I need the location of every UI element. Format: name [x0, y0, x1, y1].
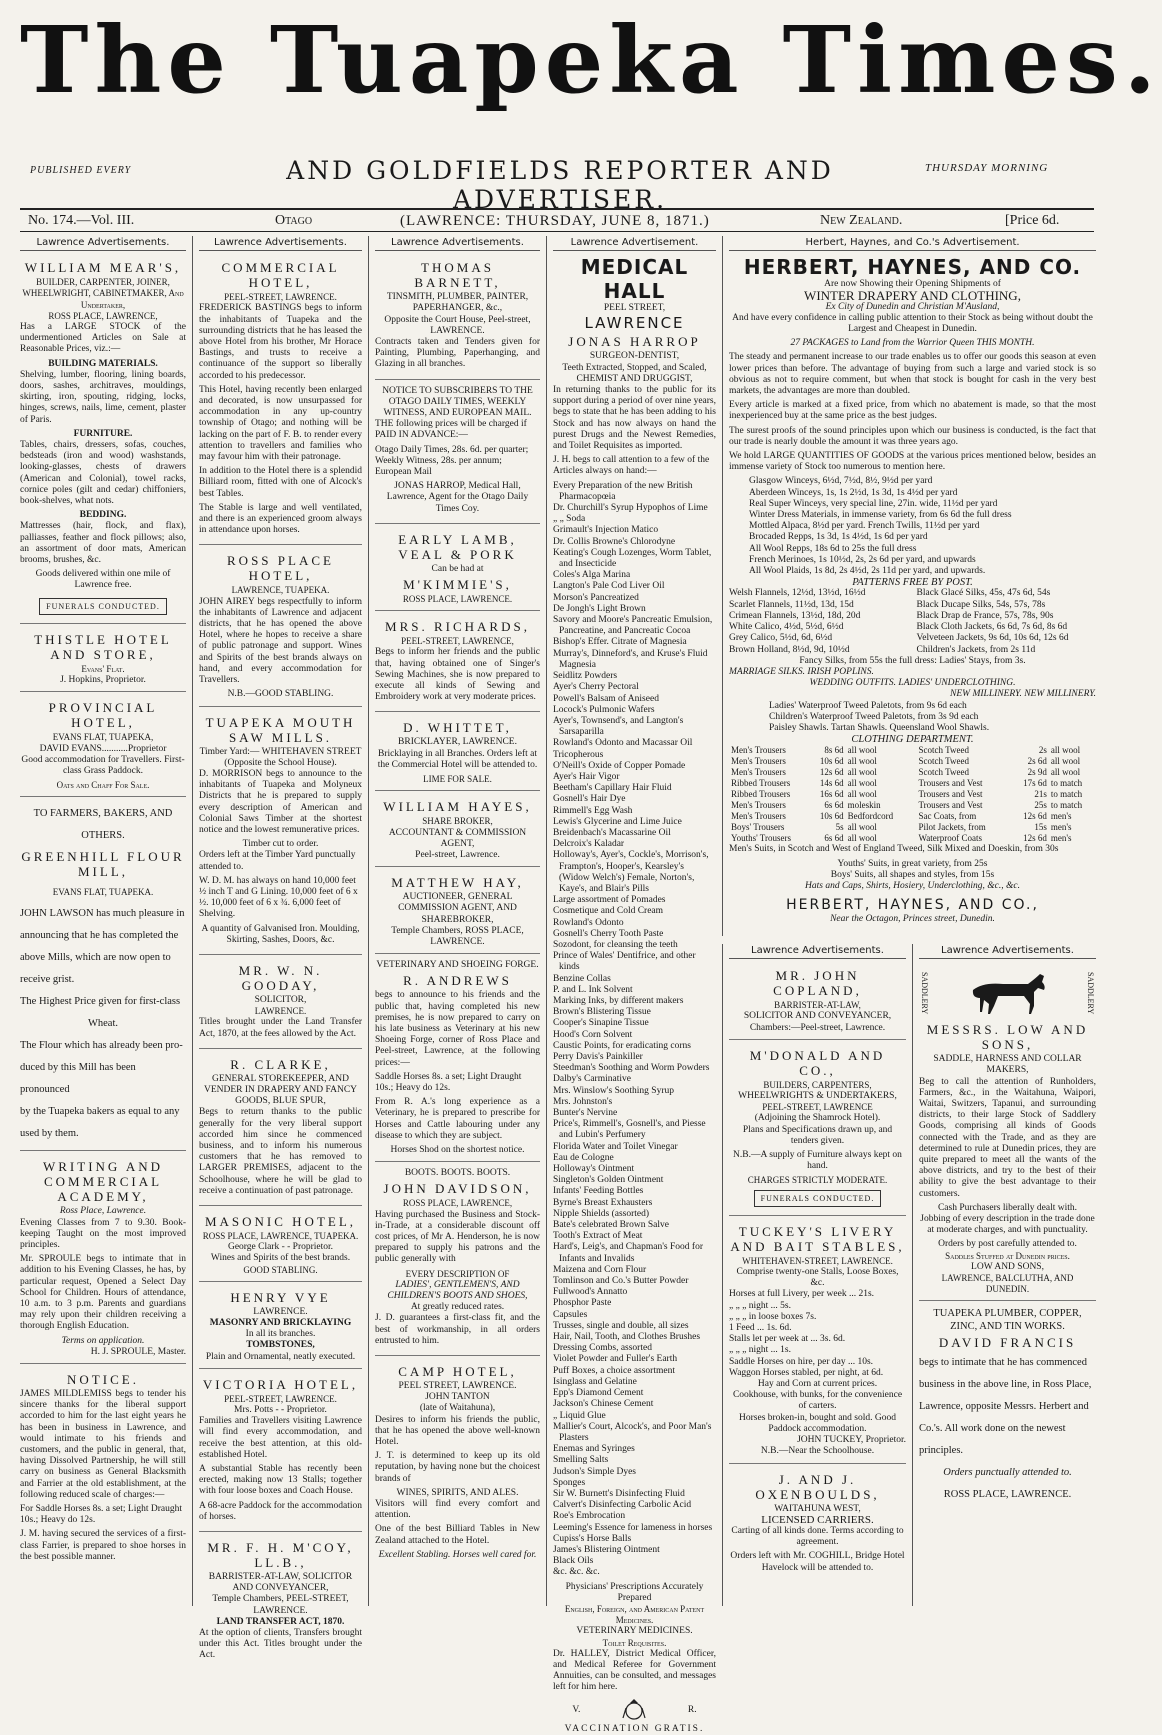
list-item: Calvert's Disinfecting Carbolic Acid: [553, 1500, 692, 1511]
table-cell: Men's Trousers: [731, 811, 786, 822]
table-cell: 6s 6d: [824, 833, 844, 844]
table-cell: 5s: [835, 822, 844, 833]
dateline-nz: New Zealand.: [820, 213, 903, 228]
list-item: Winter Dress Materials, in immense variety, from 6s 6d the full dress: [749, 510, 1012, 521]
ad-commercial-hotel: COMMERCIAL HOTEL, PEEL-STREET, LAWRENCE. FREDERICK BASTINGS begs to inform the inhabitants of Tuapeka and the surrounding districts that he has leased the above Hotel from his brother, Mr Horace Bastings, and trusts to receive a continuance of the support so liberally accorded to his predecessor. This Hotel, having recently been enlarged and decorated, is now unsurpassed for accommodation in any up-country township of Otago; and nothing will be lacking on the part of F. B. to render every attention to travellers and families who may favour him with their patronage. In addition to the Hotel there is a splendid Billiard room, fitted with one of Alcock's best Tables. The Stable is large and well ventilated, and there is an experienced groom always in attendance upon horses.: [199, 255, 362, 545]
list-item: Leeming's Essence for lameness in horses: [553, 1522, 713, 1533]
list-item: Roe's Embrocation: [553, 1511, 626, 1522]
list-item: Smelling Salts: [553, 1455, 609, 1466]
table-cell: to match: [1050, 789, 1083, 800]
table-row: [729, 778, 909, 789]
funerals-box: FUNERALS CONDUCTED.: [39, 598, 167, 615]
table-row: [917, 833, 1097, 844]
list-item: Hair, Nail, Tooth, and Clothes Brushes: [553, 1332, 701, 1343]
list-item: Cooper's Sinapine Tissue: [553, 1018, 649, 1029]
ad-low-and-sons: SADDLERY SADDLERY MESSRS. LOW AND SONS, SADDLE, HARNESS AND COLLAR MAKERS, Beg to call the attention of Runholders, Farmers, &c., in the Waitahuna, Waipori, Waitai, Switzers, Tapanui, and surrounding districts, to their large Stock of Saddlery Goods, comprising all kinds of Goods connected with the Trade, and as they are determined to rule at Dunedin prices, they are quite prepared to meet all the wants of the above districts, and try to the best of their ability to give the best advantage to their customers. Cash Purchasers liberally dealt with. Jobbing of every description in the trade done at moderate charges, and with punctuality. Orders by post carefully attended to. Saddles Stuffed at Dunedin prices. LOW AND SONS, LAWRENCE, BALCLUTHA, AND DUNEDIN.: [919, 963, 1096, 1301]
ad-title: THOMAS BARNETT,: [414, 260, 501, 291]
table-cell: men's: [1050, 811, 1072, 822]
list-item: Violet Powder and Fuller's Earth: [553, 1354, 678, 1365]
ad-richards: MRS. RICHARDS, PEEL-STREET, LAWRENCE, Begs to inform her friends and the public that, having obtained one of Singer's Sewing Machines, she is now prepared to execute all kinds of Sewing and Embroidery work at very moderate prices.: [375, 614, 540, 712]
table-cell: Scotch Tweed: [918, 745, 969, 756]
list-item: Real Super Winceys, very special line, 27in. wide, 11½d per yard: [749, 498, 998, 509]
list-item: „ Liquid Glue: [553, 1410, 606, 1421]
table-cell: Men's Trousers: [731, 745, 786, 756]
table-row: [729, 789, 909, 800]
table-row: [917, 756, 1097, 767]
column-heading: Lawrence Advertisements.: [375, 236, 540, 251]
table-cell: 17s 6d: [1023, 778, 1047, 789]
list-item: Sir W. Burnett's Disinfecting Fluid: [553, 1488, 685, 1499]
list-item: Mallier's Court, Alcock's, and Poor Man's Plasters: [553, 1421, 712, 1443]
ad-title: MESSRS. LOW AND SONS,: [926, 1022, 1089, 1053]
list-item: Black Drap de France, 57s, 78s, 90s: [916, 610, 1054, 621]
list-item: Rimmell's Egg Wash: [553, 805, 633, 816]
saddlery-banner: SADDLERY SADDLERY: [919, 966, 1096, 1020]
list-item: „ „ Soda: [553, 514, 586, 525]
table-row: [917, 811, 1097, 822]
ad-thistle: THISTLE HOTEL AND STORE, Evans' Flat. J. Hopkins, Proprietor.: [20, 627, 186, 692]
subtitle-row: [0, 150, 1114, 214]
ad-title: MR. F. H. M'COY, LL.B.,: [207, 1540, 354, 1571]
list-item: Grimault's Injection Matico: [553, 525, 659, 536]
list-item: Lewis's Glycerine and Lime Juice: [553, 816, 682, 827]
list-item: Every Preparation of the new British Pharmacopœia: [553, 480, 693, 502]
list-item: Horses at full Livery, per week ... 21s.: [729, 1289, 875, 1300]
table-row: [917, 822, 1097, 833]
goods-list: [729, 476, 1096, 577]
list-item: „ „ „ night ... 1s.: [729, 1345, 792, 1356]
ad-provincial: PROVINCIAL HOTEL, EVANS FLAT, TUAPEKA, DAVID EVANS...........Proprietor Good accommodation for Travellers. First-class Grass Paddock. Oats and Chaff For Sale.: [20, 695, 186, 797]
ad-title: PROVINCIAL HOTEL,: [48, 700, 158, 731]
ad-davidson: BOOTS. BOOTS. BOOTS. JOHN DAVIDSON, ROSS PLACE, LAWRENCE, Having purchased the Business and Stock-in-Trade, at a considerable discount off cost prices, of Mr A. Henderson, he is now prepared to supply his patrons and the public generally with EVERY DESCRIPTION OF LADIES', GENTLEMEN'S, AND CHILDREN'S BOOTS AND SHOES, At greatly reduced rates. J. D. guarantees a first-class fit, and the best of workmanship, in all orders entrusted to him.: [375, 1165, 540, 1356]
table-cell: all wool: [847, 767, 877, 778]
list-item: Prince of Wales' Dentifrice, and other kinds: [553, 951, 696, 973]
table-row: [729, 745, 909, 756]
harrop-name: JONAS HARROP: [568, 334, 701, 350]
table-cell: Men's Trousers: [731, 767, 786, 778]
list-item: P. and L. Ink Solvent: [553, 984, 633, 995]
list-item: Dressing Combs, assorted: [553, 1343, 652, 1354]
list-item: Ayer's Cherry Pectoral: [553, 682, 639, 693]
column-4: Lawrence Advertisement. MEDICAL HALL PEEL STREET, LAWRENCE JONAS HARROP SURGEON-DENTIST, Teeth Extracted, Stopped, and Scaled, CHEMIST AND DRUGGIST, In returning thanks to the public for its support during a period of over nine years, begs to state that he has been adding to his Stock and has now always on hand the purest Drugs and the Newest Remedies, and Toilet Requisites as imported. J. H. begs to call attention to a few of the Articles always on hand:— Every Preparation of the new British Pharmacopœia Dr. Churchill's Syrup Hypophos of Lime „ „ Soda Grimault's Injection Matico Dr. Collis Browne's Chlorodyne Keating's Cough Lozenges, Worm Tablet, and Insecticide Coles's Alga Marina Langton's Pale Cod Liver Oil Morson's Pancreatized De Jongh's Light Brown Savory and Moore's Pancreatic Emulsion, Pancreatine, and Pancreatic Cocoa Bishop's Effer. Citrate of Magnesia Murray's, Dinneford's, and Kruse's Fluid Magnesia Seidlitz Powders Ayer's Cherry Pectoral Powell's Balsam of Aniseed Locock's Pulmonic Wafers Ayer's, Townsend's, and Langton's Sarsaparilla Rowland's Odonto and Macassar Oil Tricopherous O'Neill's Oxide of Copper Pomade Ayer's Hair Vigor Beetham's Capillary Hair Fluid Gosnell's Hair Dye Rimmell's Egg Wash Lewis's Glycerine and Lime Juice Breidenbach's Macassarine Oil Delcroix's Kaladar Holloway's, Ayer's, Cockle's, Morrison's, Frampton's, Hooper's, Kearsley's (Widow Welch's) Female, Norton's, Kaye's, and Blair's Pills Large assortment of Pomades Cosmetique and Cold Cream Rowland's Odonto Gosnell's Cherry Tooth Paste Sozodont, for cleansing the teeth Prince of Wales' Dentifrice, and other kinds Benzine Collas P. and L. Ink Solvent Marking Inks, by different makers Brown's Blistering Tissue Cooper's Sinapine Tissue Hood's Corn Solvent Caustic Points, for eradicating corns Perry Davis's Painkiller Steedman's Soothing and Worm Powders Dalby's Carminative Mrs. Winslow's Soothing Syrup Mrs. Johnston's Bunter's Nervine Price's, Rimmell's, Gosnell's, and Piesse and Lubin's Perfumery Florida Water and Toilet Vinegar Eau de Cologne Holloway's Ointment Singleton's Golden Ointment Infants' Feeding Bottles Byrne's Breast Exhausters Nipple Shields (assorted) Bate's celebrated Brown Salve Tooth's Extract of Meat Hard's, Leig's, and Chapman's Food for Infants and Invalids Maizena and Corn Flour Tomlinson and Co.'s Butter Powder Fullwood's Annatto Phosphor Paste Capsules Trusses, single and double, all sizes Hair, Nail, Tooth, and Clothes Brushes Dressing Combs, assorted Violet Powder and Fuller's Earth Puff Boxes, a choice assortment Isinglass and Gelatine Epp's Diamond Cement Jackson's Chinese Cement „ Liquid Glue Mallier's Court, Alcock's, and Poor Man's Plasters Enemas and Syringes Smelling Salts Judson's Simple Dyes Sponges Sir W. Burnett's Disinfecting Fluid Calvert's Disinfecting Carbolic Acid Roe's Embrocation Leeming's Essence for lameness in horses Cupiss's Horse Balls James's Blistering Ointment Black Oils &c. &c. &c. Physicians' Prescriptions Accurately Prepared English, Foreign, and American Patent Medicines. VETERINARY MEDICINES. Toilet Requisites. Dr. HALLEY, District Medical Officer, and Medical Referee for Government Annuities, can be consulted, and messages left for him here. V. R. VACCINATION GRATIS.: [546, 236, 722, 1606]
table-cell: Youths' Trousers: [731, 833, 791, 844]
ad-title: MASONIC HOTEL,: [204, 1214, 357, 1229]
table-cell: 15s: [1034, 822, 1047, 833]
fabrics-pair: [729, 588, 1096, 655]
list-item: Ayer's Hair Vigor: [553, 771, 620, 782]
list-item: Ayer's, Townsend's, and Langton's Sarsaparilla: [553, 715, 684, 738]
ad-title: DAVID FRANCIS: [938, 1335, 1077, 1351]
list-item: Dr. Churchill's Syrup Hypophos of Lime: [553, 503, 708, 514]
column-heading: Lawrence Advertisements.: [20, 236, 186, 251]
table-cell: Trousers and Vest: [918, 800, 983, 811]
table-cell: 6s 6d: [824, 800, 844, 811]
fabrics-left: [729, 588, 909, 655]
list-item: Marking Inks, by different makers: [553, 995, 684, 1006]
table-cell: Scotch Tweed: [918, 767, 969, 778]
list-item: Mottled Alpaca, 8½d per yard. French Twills, 11½d per yard: [749, 521, 980, 532]
column-7: [912, 944, 1102, 1606]
list-item: Morson's Pancreatized: [553, 592, 639, 603]
list-item: O'Neill's Oxide of Copper Pomade: [553, 760, 686, 771]
ad-vye: HENRY VYE LAWRENCE. MASONRY AND BRICKLAYING In all its branches. TOMBSTONES, Plain and Ornamental, neatly executed.: [199, 1285, 362, 1369]
list-item: „ „ „ night ... 5s.: [729, 1300, 792, 1311]
list-item: Black Ducape Silks, 54s, 57s, 78s: [916, 599, 1046, 610]
table-cell: 25s: [1034, 800, 1047, 811]
table-cell: moleskin: [847, 800, 881, 811]
list-item: Murray's, Dinneford's, and Kruse's Fluid Magnesia: [553, 648, 708, 670]
list-item: Black Glacé Silks, 45s, 47s 6d, 54s: [916, 588, 1051, 599]
list-item: Mrs. Winslow's Soothing Syrup: [553, 1085, 674, 1096]
list-item: Brown's Blistering Tissue: [553, 1007, 651, 1018]
ad-mdonald: M'DONALD AND CO., BUILDERS, CARPENTERS, WHEELWRIGHTS & UNDERTAKERS, PEEL-STREET, LAWRENCE (Adjoining the Shamrock Hotel). Plans and Specifications drawn up, and tenders given. N.B.—A supply of Furniture always kept on hand. CHARGES STRICTLY MODERATE. FUNERALS CONDUCTED.: [729, 1043, 906, 1216]
ad-masonic-hotel: MASONIC HOTEL, ROSS PLACE, LAWRENCE, TUAPEKA. George Clark - - Proprietor. Wines and Spirits of the best brands. GOOD STABLING.: [199, 1209, 362, 1282]
ad-title: THISTLE HOTEL AND STORE,: [34, 631, 172, 662]
list-item: Jackson's Chinese Cement: [553, 1399, 654, 1410]
ad-hayes: WILLIAM HAYES, SHARE BROKER, ACCOUNTANT & COMMISSION AGENT, Peel-street, Lawrence.: [375, 794, 540, 867]
ad-title: WRITING AND COMMERCIAL ACADEMY,: [42, 1159, 163, 1205]
column-5: Herbert, Haynes, and Co.'s Advertisement. HERBERT, HAYNES, AND CO. Are now Showing their Opening Shipments of WINTER DRAPERY AND CLOTHING, Ex City of Dunedin and Christian M'Ausland, And have every confidence in calling public attention to their Stock as being without doubt the Largest and Cheapest in Dunedin. 27 PACKAGES to Land from the Warrior Queen THIS MONTH. The steady and permanent increase to our trade enables us to offer our goods this season at even lower prices than before. The advantage of buying from such a large and varied stock is so obvious as not to require comment, but when that stock is bought for cash in the very best markets, the advantages are more than doubled. Every article is marked at a fixed price, from which no abatement is made, so that the most inexperienced buy at the same price as the best judges. The surest proofs of the sound principles upon which our business is conducted, is the fact that our trade is nearly double the amount it was three years ago. We hold LARGE QUANTITIES OF GOODS at the various prices mentioned below, besides an immense variety of Stock too numerous to mention here. Glasgow Winceys, 6½d, 7½d, 8½, 9½d per yard Aberdeen Winceys, 1s, 1s 2½d, 1s 3d, 1s 4½d per yard Real Super Winceys, very special line, 27in. wide, 11½d per yard Winter Dress Materials, in immense variety, from 6s 6d the full dress Mottled Alpaca, 8½d per yard. French Twills, 11½d per yard Brocaded Repps, 1s 3d, 1s 4½d, 1s 6d per yard All Wool Repps, 18s 6d to 25s the full dress French Merinoes, 1s 10½d, 2s, 2s 6d per yard, and upwards All Wool Plaids, 1s 8d, 2s 4½d, 2s 11d per yard, and upwards. PATTERNS FREE BY POST. Welsh Flannels, 12½d, 13½d, 16½d Scarlet Flannels, 11½d, 13d, 15d Crimean Flannels, 13½d, 18d, 20d White Calico, 4½d, 5½d, 6½d Grey Calico, 5½d, 6d, 6½d Brown Holland, 8½d, 9d, 10½d Black Glacé Silks, 45s, 47s 6d, 54s Black Ducape Silks, 54s, 57s, 78s Black Drap de France, 57s, 78s, 90s Black Cloth Jackets, 6s 6d, 7s 6d, 8s 6d Velveteen Jackets, 9s 6d, 10s 6d, 12s 6d Children's Jackets, from 2s 11d Fancy Silks, from 55s the full dress: Ladies' Stays, from 3s. MARRIAGE SILKS. IRISH POPLINS. WEDDING OUTFITS. LADIES' UNDERCLOTHING. NEW MILLINERY. NEW MILLINERY. Ladies' Waterproof Tweed Paletots, from 9s 6d each Children's Waterproof Tweed Paletots, from 3s 9d each Paisley Shawls. Tartan Shawls. Queensland Wool Shawls. CLOTHING DEPARTMENT. Men's Trousers 8s 6d all wool Men's Trousers 10s 6d all wool Men's Trousers 12s 6d all wool Ribbed Trousers 14s 6d all wool Ribbed Trousers 16s 6d all wool Men's Trousers 6s 6d moleskin Men's Trousers 10s 6d Bedfordcord Boys' Trousers 5s all wool Youths' Trousers 6s 6d all wool Scotch Tweed 2s all wool Scotch Tweed 2s 6d all wool Scotch Tweed 2s 9d all wool Trousers and Vest 17s 6d to match Trousers and Vest 21s to match Trousers and Vest 25s to match Sac Coats, from 12s 6d men's Pilot Jackets, from 15s men's Waterproof Coats 12s 6d men's Men's Suits, in Scotch and West of England Tweed, Silk Mixed and Doeskin, from 30s Youths' Suits, in great variety, from 25s Boys' Suits, all shapes and styles, from 15s Hats and Caps, Shirts, Hosiery, Underclothing, &c., &c. HERBERT, HAYNES, AND CO., Near the Octagon, Princes street, Dunedin.: [722, 236, 1102, 936]
list-item: Coles's Alga Marina: [553, 570, 631, 581]
list-item: Children's Jackets, from 2s 11d: [916, 644, 1036, 655]
ad-victoria-hotel: VICTORIA HOTEL, PEEL-STREET, LAWRENCE. Mrs. Potts - - Proprietor. Families and Travellers visiting Lawrence will find every accommodation, and receive the best attention, at this old-established Hotel. A substantial Stable has recently been erected, making now 13 Stalls; together with four loose boxes and Coach House. A 68-acre Paddock for the accommodation of horses.: [199, 1372, 362, 1532]
list-item: Ladies' Waterproof Tweed Paletots, from 9s 6d each: [769, 700, 967, 711]
table-cell: Scotch Tweed: [918, 756, 969, 767]
ad-title: CAMP HOTEL,: [398, 1364, 517, 1380]
list-item: Puff Boxes, a choice assortment: [553, 1365, 675, 1376]
list-item: Large assortment of Pomades: [553, 895, 666, 906]
ad-title: VICTORIA HOTEL,: [202, 1376, 359, 1392]
table-cell: all wool: [1050, 756, 1081, 767]
list-item: Scarlet Flannels, 11½d, 13d, 15d: [729, 599, 854, 610]
column-1: [14, 236, 192, 1606]
list-item: Eau de Cologne: [553, 1152, 614, 1163]
ad-academy: WRITING AND COMMERCIAL ACADEMY, Ross Place, Lawrence. Evening Classes from 7 to 9.30. Book-keeping Taught on the most improved principles. Mr. SPROULE begs to intimate that in addition to his Evening Classes, he has, by particular request, Opened a Select Day School for Children. Hours of attendance, 10 a.m. to 3 p.m. Parents and guardians may rely upon their children receiving a thorough English Education. Terms on application. H. J. SPROULE, Master.: [20, 1154, 186, 1364]
list-item: Hood's Corn Solvent: [553, 1029, 633, 1040]
ad-clarke: R. CLARKE, GENERAL STOREKEEPER, AND VENDER IN DRAPERY AND FANCY GOODS, BLUE SPUR, Begs to return thanks to the public generally for the very liberal support accorded him since he commenced business, and to inform his numerous customers that he has removed to LARGER PREMISES, adjacent to the Schoolhouse, where he will be glad to receive a continuation of past patronage.: [199, 1052, 362, 1206]
list-item: All Wool Plaids, 1s 8d, 2s 4½d, 2s 11d per yard, and upwards.: [749, 566, 986, 577]
table-cell: 8s 6d: [824, 745, 844, 756]
list-item: Stalls let per week at ... 3s. 6d.: [729, 1334, 846, 1345]
table-cell: Ribbed Trousers: [731, 778, 791, 789]
published-every: PUBLISHED EVERY: [30, 165, 132, 176]
ad-mkimmie: EARLY LAMB, VEAL & PORK Can be had at M'KIMMIE'S, ROSS PLACE, LAWRENCE.: [375, 527, 540, 611]
list-item: Bishop's Effer. Citrate of Magnesia: [553, 637, 687, 648]
list-item: Benzine Collas: [553, 973, 611, 984]
newspaper-title: The Tuapeka Times.: [20, 6, 1162, 114]
list-item: Black Cloth Jackets, 6s 6d, 7s 6d, 8s 6d: [916, 622, 1068, 633]
ad-title: ROSS PLACE HOTEL,: [227, 553, 334, 584]
list-item: Isinglass and Gelatine: [553, 1376, 637, 1387]
list-item: Welsh Flannels, 12½d, 13½d, 16½d: [729, 588, 866, 599]
horse-icon: [958, 968, 1058, 1018]
list-item: Enemas and Syringes: [553, 1444, 635, 1455]
table-cell: 12s 6d: [819, 767, 844, 778]
ad-title: WILLIAM HAYES,: [383, 799, 532, 815]
clothing-right-table: [917, 745, 1097, 844]
list-item: Perry Davis's Painkiller: [553, 1052, 643, 1062]
ad-title: JOHN DAVIDSON,: [383, 1181, 532, 1197]
column-heading: Lawrence Advertisements.: [729, 944, 906, 959]
table-row: [917, 745, 1097, 756]
ad-camp-hotel: CAMP HOTEL, PEEL STREET, LAWRENCE. JOHN TANTON (late of Waitahuna), Desires to inform his friends the public, that he has opened the above well-known Hotel. J. T. is determined to keep up its old reputation, by having none but the choicest brands of WINES, SPIRITS, AND ALES. Visitors will find every comfort and attention. One of the best Billiard Tables in New Zealand attached to the Hotel. Excellent Stabling. Horses well cared for.: [375, 1364, 540, 1560]
clothing-left-table: [729, 745, 909, 844]
ad-saw-mills: TUAPEKA MOUTH SAW MILLS. Timber Yard:— WHITEHAVEN STREET (Opposite the School House). D. MORRISON begs to announce to the inhabitants of Tuapeka and Molyneux Districts that he is prepared to supply every description of American and Colonial Saws Timber at the shortest notice and the lowest remunerative prices. Timber cut to order. Orders left at the Timber Yard punctually attended to. W. D. M. has always on hand 10,000 feet ½ inch T and G Lining. 10,000 feet of 6 x ½. 10,000 feet of 6 x ¾. 6,000 feet of Shelving. A quantity of Galvanised Iron. Moulding, Skirting, Sashes, Doors, &c.: [199, 710, 362, 955]
list-item: All Wool Repps, 18s 6d to 25s the full dress: [749, 543, 917, 554]
list-item: Beetham's Capillary Hair Fluid: [553, 783, 672, 794]
table-cell: Trousers and Vest: [918, 778, 983, 789]
table-cell: all wool: [847, 745, 877, 756]
list-item: De Jongh's Light Brown: [553, 603, 646, 614]
list-item: Brown Holland, 8½d, 9d, 10½d: [729, 644, 850, 655]
ad-mears: WILLIAM MEAR'S, BUILDER, CARPENTER, JOINER, WHEELWRIGHT, CABINETMAKER, And Undertaker, ROSS PLACE, LAWRENCE, Has a LARGE STOCK of the undermentioned Articles on Sale at Reasonable Prices, viz.:— BUILDING MATERIALS. Shelving, lumber, flooring, lining boards, doors, sashes, architraves, mouldings, skirting, iron, spouting, ridging, locks, hinges, screws, nails, lime, cement, plaster of Paris. FURNITURE. Tables, chairs, dressers, sofas, couches, bedsteads (iron and wood) washstands, looking-glasses, chests of drawers (American and Colonial), towel racks, cornice poles (gilt and cedar) chiffoniers, book-shelves, what nots. BEDDING. Mattresses (hair, flock, and flax), palliasses, feather and flock pillows; also, an assortment of door mats, American brooms, brushes, &c. Goods delivered within one mile of Lawrence free. FUNERALS CONDUCTED.: [20, 255, 186, 624]
ad-title: NOTICE.: [67, 1371, 139, 1387]
list-item: Maizena and Corn Flour: [553, 1264, 647, 1275]
ad-title: COMMERCIAL HOTEL,: [221, 260, 340, 291]
list-item: Tricopherous: [553, 749, 604, 760]
issue-date: (LAWRENCE: THURSDAY, JUNE 8, 1871.): [400, 213, 710, 229]
list-item: Infants' Feeding Bottles: [553, 1186, 644, 1197]
table-row: [729, 767, 909, 778]
herbert-footer-name: HERBERT, HAYNES, AND CO.,: [786, 897, 1039, 914]
list-item: Paisley Shawls. Tartan Shawls. Queensland Wool Shawls.: [769, 722, 990, 733]
list-item: Epp's Diamond Cement: [553, 1388, 644, 1399]
list-item: Delcroix's Kaladar: [553, 839, 625, 850]
thursday-morning: THURSDAY MORNING: [925, 162, 1049, 174]
ad-whittet: D. WHITTET, BRICKLAYER, LAWRENCE. Bricklaying in all Branches. Orders left at the Commercial Hotel will be attended to. LIME FOR SALE.: [375, 715, 540, 791]
table-cell: 21s: [1034, 789, 1047, 800]
column-heading: Lawrence Advertisements.: [199, 236, 362, 251]
list-item: Keating's Cough Lozenges, Worm Tablet, and Insecticide: [553, 547, 712, 570]
ad-title: J. AND J. OXENBOULDS,: [755, 1471, 880, 1502]
fabrics-right: [917, 588, 1097, 655]
list-item: Dalby's Carminative: [553, 1074, 631, 1085]
ad-notice: NOTICE. JAMES MILDLEMISS begs to tender his sincere thanks for the liberal support accorded to him for the last eight years he has been in business in Lawrence, and would intimate to his friends and customers, and the public in general, that, having Dissolved Partnership, he will still carry on business as General Blacksmith and Farrier at the old establishment, at the following reduced scale of charges:— For Saddle Horses 8s. a set; Light Draught 10s.; Heavy do 12s. J. M. having secured the services of a first-class Farrier, is prepared to shoe horses in the best possible manner.: [20, 1371, 186, 1562]
ad-barnett: THOMAS BARNETT, TINSMITH, PLUMBER, PAINTER, PAPERHANGER, &c., Opposite the Court House, Peel-street, LAWRENCE. Contracts taken and Tenders given for Painting, Plumbing, Paperhanging, and Glazing in all branches.: [375, 255, 540, 379]
list-item: Rowland's Odonto: [553, 917, 624, 928]
table-cell: Pilot Jackets, from: [918, 822, 986, 833]
ad-copland: MR. JOHN COPLAND, BARRISTER-AT-LAW, SOLICITOR AND CONVEYANCER, Chambers:—Peel-street, Lawrence.: [729, 963, 906, 1040]
list-item: Price's, Rimmell's, Gosnell's, and Piesse and Lubin's Perfumery: [553, 1119, 706, 1141]
dateline-otago: Otago: [275, 213, 313, 228]
ad-title: R. CLARKE,: [230, 1056, 331, 1072]
clothing-pair: [729, 745, 1096, 844]
column-heading: Herbert, Haynes, and Co.'s Advertisement.: [729, 236, 1096, 251]
list-item: Children's Waterproof Tweed Paletots, from 3s 9d each: [769, 711, 979, 722]
list-item: Savory and Moore's Pancreatic Emulsion, Pancreatine, and Pancreatic Cocoa: [553, 615, 713, 637]
ad-title: GREENHILL FLOUR MILL,: [21, 849, 185, 880]
list-item: 1 Feed ... 1s. 6d.: [729, 1323, 792, 1334]
ad-title: MRS. RICHARDS,: [385, 619, 530, 635]
list-item: Rowland's Odonto and Macassar Oil: [553, 738, 693, 749]
list-item: Bate's celebrated Brown Salve: [553, 1220, 669, 1231]
table-cell: 2s 9d: [1027, 767, 1047, 778]
table-cell: Bedfordcord: [847, 811, 894, 822]
table-row: [729, 833, 909, 844]
table-cell: Trousers and Vest: [918, 789, 983, 800]
table-row: [729, 756, 909, 767]
royal-arms-row: V. R.: [553, 1698, 716, 1724]
list-item: Nipple Shields (assorted): [553, 1208, 650, 1219]
list-item: Byrne's Breast Exhausters: [553, 1197, 653, 1208]
list-item: Langton's Pale Cod Liver Oil: [553, 581, 665, 592]
list-item: Mrs. Johnston's: [553, 1096, 613, 1107]
list-item: Caustic Points, for eradicating corns: [553, 1040, 691, 1051]
list-item: Velveteen Jackets, 9s 6d, 10s 6d, 12s 6d: [916, 633, 1069, 644]
table-cell: Ribbed Trousers: [731, 789, 791, 800]
list-item: Gosnell's Cherry Tooth Paste: [553, 928, 664, 939]
list-item: Capsules: [553, 1309, 588, 1320]
table-cell: Men's Trousers: [731, 800, 786, 811]
table-cell: Waterproof Coats: [918, 833, 983, 844]
table-row: [917, 767, 1097, 778]
list-item: Florida Water and Toilet Vinegar: [553, 1141, 678, 1152]
list-item: Cupiss's Horse Balls: [553, 1533, 632, 1544]
issue-number: No. 174.—Vol. III.: [28, 213, 135, 228]
column-3: [368, 236, 546, 1606]
table-cell: all wool: [847, 778, 877, 789]
ad-title: MATTHEW HAY,: [391, 875, 524, 891]
column-6: [722, 944, 912, 1606]
column-heading: Lawrence Advertisement.: [553, 236, 716, 251]
table-cell: all wool: [847, 789, 877, 800]
table-cell: all wool: [847, 756, 877, 767]
table-cell: to match: [1050, 778, 1083, 789]
ad-title: EARLY LAMB, VEAL & PORK: [398, 531, 517, 562]
masthead: [0, 0, 1162, 150]
list-item: James's Blistering Ointment: [553, 1544, 660, 1555]
list-item: Sponges: [553, 1477, 586, 1488]
ad-title: MR. JOHN COPLAND,: [773, 968, 862, 999]
list-item: Gosnell's Hair Dye: [553, 794, 626, 805]
waterproof-list: [729, 701, 1096, 735]
table-cell: all wool: [847, 822, 877, 833]
column-heading: Lawrence Advertisements.: [919, 944, 1096, 959]
table-row: [729, 822, 909, 833]
table-cell: all wool: [847, 833, 877, 844]
herbert-haynes-title: HERBERT, HAYNES, AND CO.: [743, 255, 1082, 280]
list-item: Hard's, Leig's, and Chapman's Food for Infants and Invalids: [553, 1242, 703, 1264]
table-row: [917, 778, 1097, 789]
list-item: Black Oils: [553, 1556, 594, 1567]
ad-title: TUAPEKA MOUTH SAW MILLS.: [205, 714, 356, 745]
ad-gooday: MR. W. N. GOODAY, SOLICITOR, LAWRENCE. Titles brought under the Land Transfer Act, 1870, at the fees allowed by the Act.: [199, 958, 362, 1049]
ad-francis: TUAPEKA PLUMBER, COPPER, ZINC, AND TIN WORKS. DAVID FRANCIS begs to intimate that he has commenced business in the above line, in Ross Place, Lawrence, opposite Messrs. Herbert and Co.'s. All work done on the newest principles. Orders punctually attended to. ROSS PLACE, LAWRENCE.: [919, 1304, 1096, 1511]
newspaper-subtitle: AND GOLDFIELDS REPORTER AND ADVERTISER.: [286, 156, 834, 214]
ad-ross-place-hotel: ROSS PLACE HOTEL, LAWRENCE, TUAPEKA. JOHN AIREY begs respectfully to inform the inhabitants of Lawrence and adjacent districts, that he has opened the above Hotel, where he hopes to receive a share of public patronage and support. Wines and Spirits of the best brands always on hand, and every accommodation for Travellers. N.B.—GOOD STABLING.: [199, 548, 362, 706]
list-item: „ „ „ in loose boxes 7s.: [729, 1311, 817, 1322]
list-item: Holloway's, Ayer's, Cockle's, Morrison's, Frampton's, Hooper's, Kearsley's (Widow Welch's) Female, Norton's, Kaye's, and Blair's Pills: [553, 850, 709, 894]
ad-notice-subscribers: NOTICE TO SUBSCRIBERS TO THE OTAGO DAILY TIMES, WEEKLY WITNESS, AND EUROPEAN MAIL. THE following prices will be charged if PAID IN ADVANCE:— Otago Daily Times, 28s. 6d. per quarter; Weekly Witness, 28s. per annum; European Mail JONAS HARROP, Medical Hall, Lawrence, Agent for the Otago Daily Times Coy.: [375, 383, 540, 524]
table-row: [917, 800, 1097, 811]
list-item: Tomlinson and Co.'s Butter Powder: [553, 1276, 689, 1287]
list-item: Singleton's Golden Ointment: [553, 1175, 664, 1186]
table-cell: men's: [1050, 833, 1072, 844]
list-item: Waggon Horses stabled, per night, at 6d.: [729, 1367, 884, 1378]
table-cell: 10s 6d: [819, 811, 844, 822]
ad-title: MR. W. N. GOODAY,: [238, 962, 323, 993]
list-item: Trusses, single and double, all sizes: [553, 1320, 689, 1331]
list-item: Crimean Flannels, 13½d, 18d, 20d: [729, 610, 861, 621]
list-item: Brocaded Repps, 1s 3d, 1s 4½d, 1s 6d per yard: [749, 532, 928, 543]
tuckey-rates: [729, 1289, 906, 1379]
list-item: Aberdeen Winceys, 1s, 1s 2½d, 1s 3d, 1s 4½d per yard: [749, 487, 958, 498]
table-cell: all wool: [1050, 767, 1081, 778]
list-item: Phosphor Paste: [553, 1298, 612, 1309]
ad-oxenboulds: J. AND J. OXENBOULDS, WAITAHUNA WEST, LICENSED CARRIERS. Carting of all kinds done. Terms according to agreement. Orders left with Mr. COGHILL, Bridge Hotel Havelock will be attended to.: [730, 1471, 905, 1573]
list-item: French Merinoes, 1s 10½d, 2s, 2s 6d per yard, and upwards: [749, 554, 976, 565]
list-item: Grey Calico, 5½d, 6d, 6½d: [729, 633, 833, 644]
issue-price: [Price 6d.: [1005, 213, 1060, 228]
ad-title: M'DONALD AND CO.,: [749, 1047, 886, 1078]
table-row: [729, 811, 909, 822]
table-cell: 2s: [1038, 745, 1047, 756]
table-cell: Men's Trousers: [731, 756, 786, 767]
list-item: Tooth's Extract of Meat: [553, 1231, 643, 1242]
table-cell: 14s 6d: [819, 778, 844, 789]
list-item: Judson's Simple Dyes: [553, 1466, 636, 1477]
table-cell: Boys' Trousers: [731, 822, 785, 833]
list-item: Cosmetique and Cold Cream: [553, 906, 664, 917]
list-item: Sozodont, for cleansing the teeth: [553, 939, 678, 950]
table-cell: 2s 6d: [1027, 756, 1047, 767]
list-item: Saddle Horses on hire, per day ... 10s.: [729, 1356, 874, 1367]
medical-items-list: [553, 481, 716, 1579]
table-row: [917, 789, 1097, 800]
table-cell: men's: [1050, 822, 1072, 833]
funerals-box: FUNERALS CONDUCTED.: [754, 1190, 882, 1207]
table-cell: 12s 6d: [1023, 833, 1047, 844]
table-cell: to match: [1050, 800, 1083, 811]
list-item: Locock's Pulmonic Wafers: [553, 704, 655, 715]
list-item: Holloway's Ointment: [553, 1164, 635, 1175]
table-row: [729, 800, 909, 811]
royal-arms-icon: [619, 1698, 649, 1724]
table-cell: 10s 6d: [819, 756, 844, 767]
list-item: Glasgow Winceys, 6½d, 7½d, 8½, 9½d per yard: [749, 476, 933, 487]
list-item: Dr. Collis Browne's Chlorodyne: [553, 536, 676, 547]
ad-greenhill: TO FARMERS, BAKERS, AND OTHERS. GREENHILL FLOUR MILL, EVANS FLAT, TUAPEKA. JOHN LAWSON has much pleasure in announcing that he has completed the above Mills, which are now open to receive grist. The Highest Price given for first-class Wheat. The Flour which has already been pro- duced by this Mill has been pronounced by the Tuapeka bakers as equal to any used by them.: [20, 800, 186, 1151]
ad-andrews: VETERINARY AND SHOEING FORGE. R. ANDREWS begs to announce to his friends and the public that, having completed his new premises, he is now prepared to carry on his late business as Veterinary at his new Shoeing Forge, corner of Ross Place and Peel-street, Lawrence, at the following prices:— Saddle Horses 8s. a set; Light Draught 10s.; Heavy do 12s. From R. A.'s long experience as a Veterinary, he is prepared to prescribe for Horses and Cattle labouring under any disease to which they are subject. Horses Shod on the shortest notice.: [375, 957, 540, 1162]
ad-tuckey: TUCKEY'S LIVERY AND BAIT STABLES, WHITEHAVEN-STREET, LAWRENCE. Comprise twenty-one Stalls, Loose Boxes, &c. Horses at full Livery, per week ... 21s. „ „ „ night ... 5s. „ „ „ in loose boxes 7s. 1 Feed ... 1s. 6d. Stalls let per week at ... 3s. 6d. „ „ „ night ... 1s. Saddle Horses on hire, per day ... 10s. Waggon Horses stabled, per night, at 6d. Hay and Corn at current prices. Cookhouse, with bunks, for the convenience of carters. Horses broken-in, bought and sold. Good Paddock accommodation. JOHN TUCKEY, Proprietor. N.B.—Near the Schoolhouse.: [729, 1219, 906, 1464]
ad-title: TUCKEY'S LIVERY AND BAIT STABLES,: [730, 1223, 905, 1254]
list-item: Breidenbach's Macassarine Oil: [553, 827, 671, 838]
medical-hall-title: MEDICAL HALL: [580, 255, 689, 304]
table-cell: 12s 6d: [1023, 811, 1047, 822]
table-cell: all wool: [1050, 745, 1081, 756]
list-item: White Calico, 4½d, 5½d, 6½d: [729, 622, 844, 633]
ad-mccoy: MR. F. H. M'COY, LL.B., BARRISTER-AT-LAW, SOLICITOR AND CONVEYANCER, Temple Chambers, PEEL-STREET, LAWRENCE. LAND TRANSFER ACT, 1870. At the option of clients, Transfers brought under this Act. Titles brought under the Act.: [199, 1540, 362, 1661]
dateline: [20, 208, 1094, 232]
list-item: Bunter's Nervine: [553, 1108, 618, 1119]
list-item: Powell's Balsam of Aniseed: [553, 693, 659, 704]
ad-title: HENRY VYE: [230, 1289, 331, 1305]
table-cell: 16s 6d: [819, 789, 844, 800]
list-item: &c. &c. &c.: [553, 1567, 600, 1578]
ad-title: R. ANDREWS: [403, 973, 512, 989]
ad-title: D. WHITTET,: [403, 720, 512, 736]
ad-hay: MATTHEW HAY, AUCTIONEER, GENERAL COMMISSION AGENT, AND SHAREBROKER, Temple Chambers, ROSS PLACE, LAWRENCE.: [375, 870, 540, 954]
list-item: Seidlitz Powders: [553, 671, 618, 682]
ad-title: WILLIAM MEAR'S,: [24, 260, 182, 276]
column-2: [192, 236, 368, 1661]
list-item: Fullwood's Annatto: [553, 1287, 628, 1298]
list-item: Steedman's Soothing and Worm Powders: [553, 1063, 710, 1074]
table-cell: Sac Coats, from: [918, 811, 977, 822]
